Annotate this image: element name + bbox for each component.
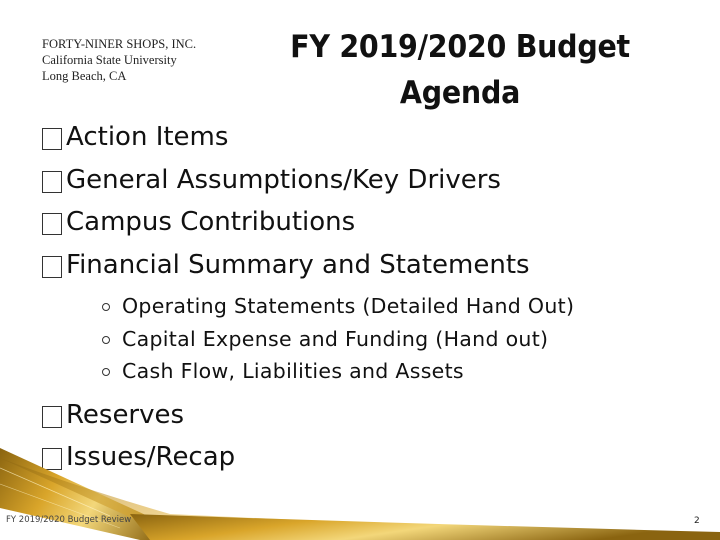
sub-item-label: Cash Flow, Liabilities and Assets bbox=[122, 359, 464, 383]
agenda-item-label: Financial Summary and Statements bbox=[66, 249, 530, 280]
agenda-list bbox=[42, 116, 574, 479]
agenda-item bbox=[42, 244, 574, 287]
agenda-item bbox=[42, 394, 574, 437]
org-location: Long Beach, CA bbox=[42, 69, 127, 83]
square-bullet-icon bbox=[42, 171, 62, 193]
organization-block bbox=[42, 36, 196, 84]
title-line-1: FY 2019/2020 Budget bbox=[290, 29, 630, 65]
decorative-gold-band bbox=[0, 448, 720, 540]
org-name: FORTY-NINER SHOPS, INC. bbox=[42, 37, 197, 51]
agenda-item-label: Campus Contributions bbox=[66, 207, 356, 237]
sub-item bbox=[102, 290, 574, 323]
square-bullet-icon bbox=[42, 256, 62, 278]
circle-bullet-icon bbox=[102, 368, 110, 376]
agenda-item-label: Reserves bbox=[66, 399, 185, 430]
sub-item bbox=[102, 355, 574, 388]
sub-item bbox=[102, 323, 574, 356]
page-number: 2 bbox=[694, 516, 700, 526]
agenda-item-label: Action Items bbox=[66, 122, 229, 152]
agenda-item-label: General Assumptions/Key Drivers bbox=[66, 164, 501, 195]
slide-title bbox=[267, 24, 653, 116]
circle-bullet-icon bbox=[102, 336, 110, 344]
square-bullet-icon bbox=[42, 213, 62, 235]
sub-item-label: Operating Statements (Detailed Hand Out) bbox=[122, 294, 575, 318]
sub-item-label: Capital Expense and Funding (Hand out) bbox=[122, 326, 549, 351]
gold-swoosh-band bbox=[130, 514, 720, 540]
title-line-2: Agenda bbox=[399, 75, 521, 111]
circle-bullet-icon bbox=[102, 303, 110, 311]
square-bullet-icon bbox=[42, 406, 62, 428]
footer-title: FY 2019/2020 Budget Review bbox=[6, 515, 132, 525]
agenda-item-label: Issues/Recap bbox=[66, 442, 236, 472]
agenda-item bbox=[42, 116, 574, 159]
org-university: California State University bbox=[42, 53, 177, 67]
square-bullet-icon bbox=[42, 128, 62, 150]
agenda-item bbox=[42, 159, 574, 202]
sub-item-list bbox=[102, 290, 574, 388]
agenda-item bbox=[42, 201, 574, 244]
